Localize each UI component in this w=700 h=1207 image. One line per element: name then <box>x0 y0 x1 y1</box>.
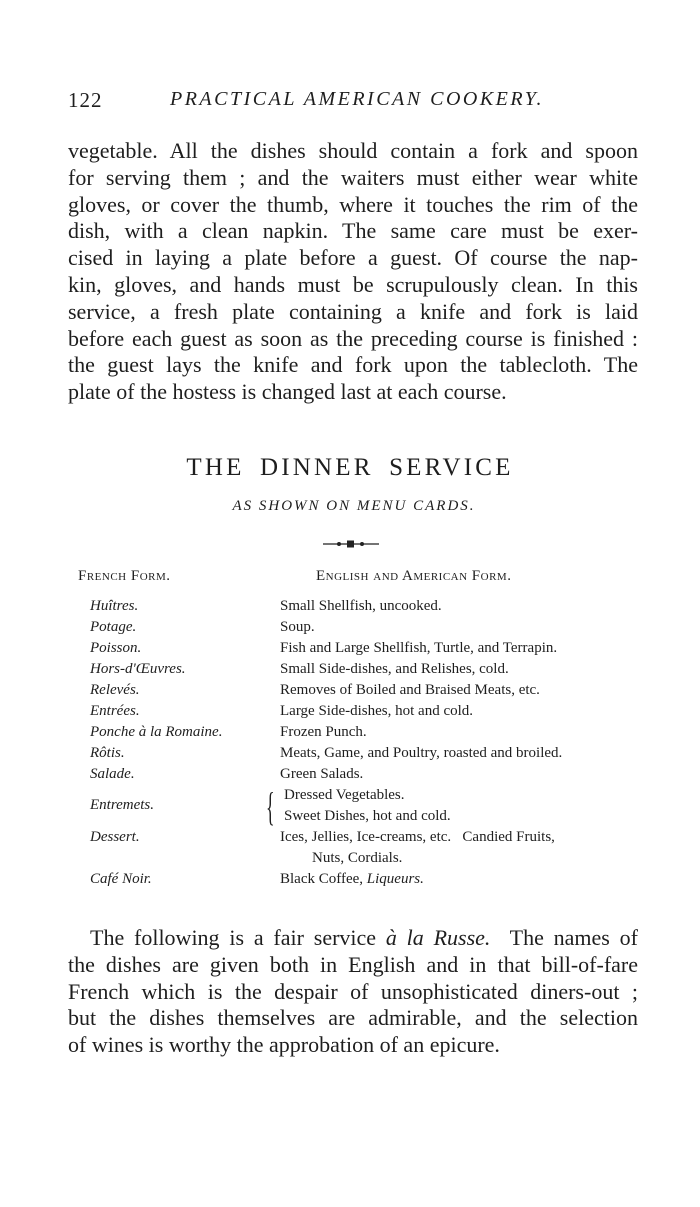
text-run: The names of <box>490 925 638 950</box>
menu-row <box>78 598 638 619</box>
menu-row <box>78 661 638 682</box>
text-line: but the dishes themselves are admirable, and the selection <box>68 1005 638 1031</box>
english-course: Frozen Punch. <box>280 724 367 740</box>
text-line: dish, with a clean napkin. The same care must be exer- <box>68 218 638 244</box>
english-course: Ices, Jellies, Ice-creams, etc. Candied Fruits, <box>280 829 555 845</box>
text-line: of wines is worthy the approbation of an epicure. <box>68 1032 500 1058</box>
english-course: Small Side-dishes, and Relishes, cold. <box>280 661 509 677</box>
menu-row-cafe <box>78 871 638 892</box>
menu-row <box>78 703 638 724</box>
menu-row <box>78 766 638 787</box>
menu-row <box>78 745 638 766</box>
menu-row <box>78 682 638 703</box>
text-run-italic: à la Russe. <box>385 925 491 950</box>
french-course: Potage. <box>90 619 137 635</box>
french-course: Rôtis. <box>90 745 125 761</box>
text-line <box>68 925 638 952</box>
french-course: Café Noir. <box>90 871 152 887</box>
running-title: PRACTICAL AMERICAN COOKERY. <box>170 88 545 110</box>
text-run: The following is a fair service <box>90 925 386 950</box>
english-form-heading: English and American Form. <box>316 568 512 584</box>
menu-row <box>78 724 638 745</box>
text-line: vegetable. All the dishes should contain a fork and spoon <box>68 138 638 163</box>
english-course: Soup. <box>280 619 315 635</box>
menu-row-dessert <box>78 829 638 871</box>
french-course: Poisson. <box>90 640 142 656</box>
french-course: Ponche à la Romaine. <box>90 724 223 740</box>
french-course: Dessert. <box>90 829 140 845</box>
page-number: 122 <box>68 88 103 112</box>
french-course: Salade. <box>90 766 135 782</box>
french-course: Relevés. <box>90 682 140 698</box>
text-line: French which is the despair of unsophisticated diners-out ; <box>68 978 638 1004</box>
french-course: Huîtres. <box>90 598 139 614</box>
text-line: plate of the hostess is changed last at each course. <box>68 379 507 405</box>
menu-row-entremets <box>78 784 638 829</box>
text-line: cised in laying a plate before a guest. Of course the nap- <box>68 245 638 271</box>
brace-icon: { <box>266 784 275 829</box>
english-course: Fish and Large Shellfish, Turtle, and Terrapin. <box>280 640 558 656</box>
menu-row <box>78 640 638 661</box>
english-course: Sweet Dishes, hot and cold. <box>284 808 451 824</box>
paragraph-service-rules <box>68 138 638 406</box>
english-course-continued: Nuts, Cordials. <box>312 850 403 866</box>
french-course: Hors-d'Œuvres. <box>90 661 186 677</box>
english-course: Green Salads. <box>280 766 364 782</box>
text-line: the dishes are given both in English and in that bill-of-fare <box>68 951 638 977</box>
english-course: Large Side-dishes, hot and cold. <box>280 703 474 719</box>
text-line: before each guest as soon as the preceding course is finished : <box>68 325 638 351</box>
text-line: kin, gloves, and hands must be scrupulously clean. In this <box>68 271 638 297</box>
english-course: Removes of Boiled and Braised Meats, etc. <box>280 682 540 698</box>
text-line: the guest lays the knife and fork upon the tablecloth. The <box>68 352 638 378</box>
english-course-text: Black Coffee, <box>280 871 367 887</box>
french-form-heading: French Form. <box>78 568 171 584</box>
english-course: Small Shellfish, uncooked. <box>280 598 442 614</box>
english-course-italic: Liqueurs. <box>366 871 424 887</box>
english-course <box>280 871 424 888</box>
section-title: THE DINNER SERVICE <box>186 454 514 481</box>
section-subtitle: AS SHOWN ON MENU CARDS. <box>232 498 476 514</box>
running-header <box>68 88 638 116</box>
menu-row <box>78 619 638 640</box>
text-line: for serving them ; and the waiters must either wear white <box>68 164 638 190</box>
ornament-divider-icon <box>321 538 381 550</box>
english-course: Dressed Vegetables. <box>284 787 405 803</box>
french-course: Entrées. <box>90 703 140 719</box>
text-line: gloves, or cover the thumb, where it touches the rim of the <box>68 191 638 217</box>
paragraph-service-russe <box>68 925 638 1059</box>
text-line: service, a fresh plate containing a knife and fork is laid <box>68 298 638 324</box>
french-course: Entremets. <box>90 797 155 813</box>
english-course: Meats, Game, and Poultry, roasted and broiled. <box>280 745 563 761</box>
